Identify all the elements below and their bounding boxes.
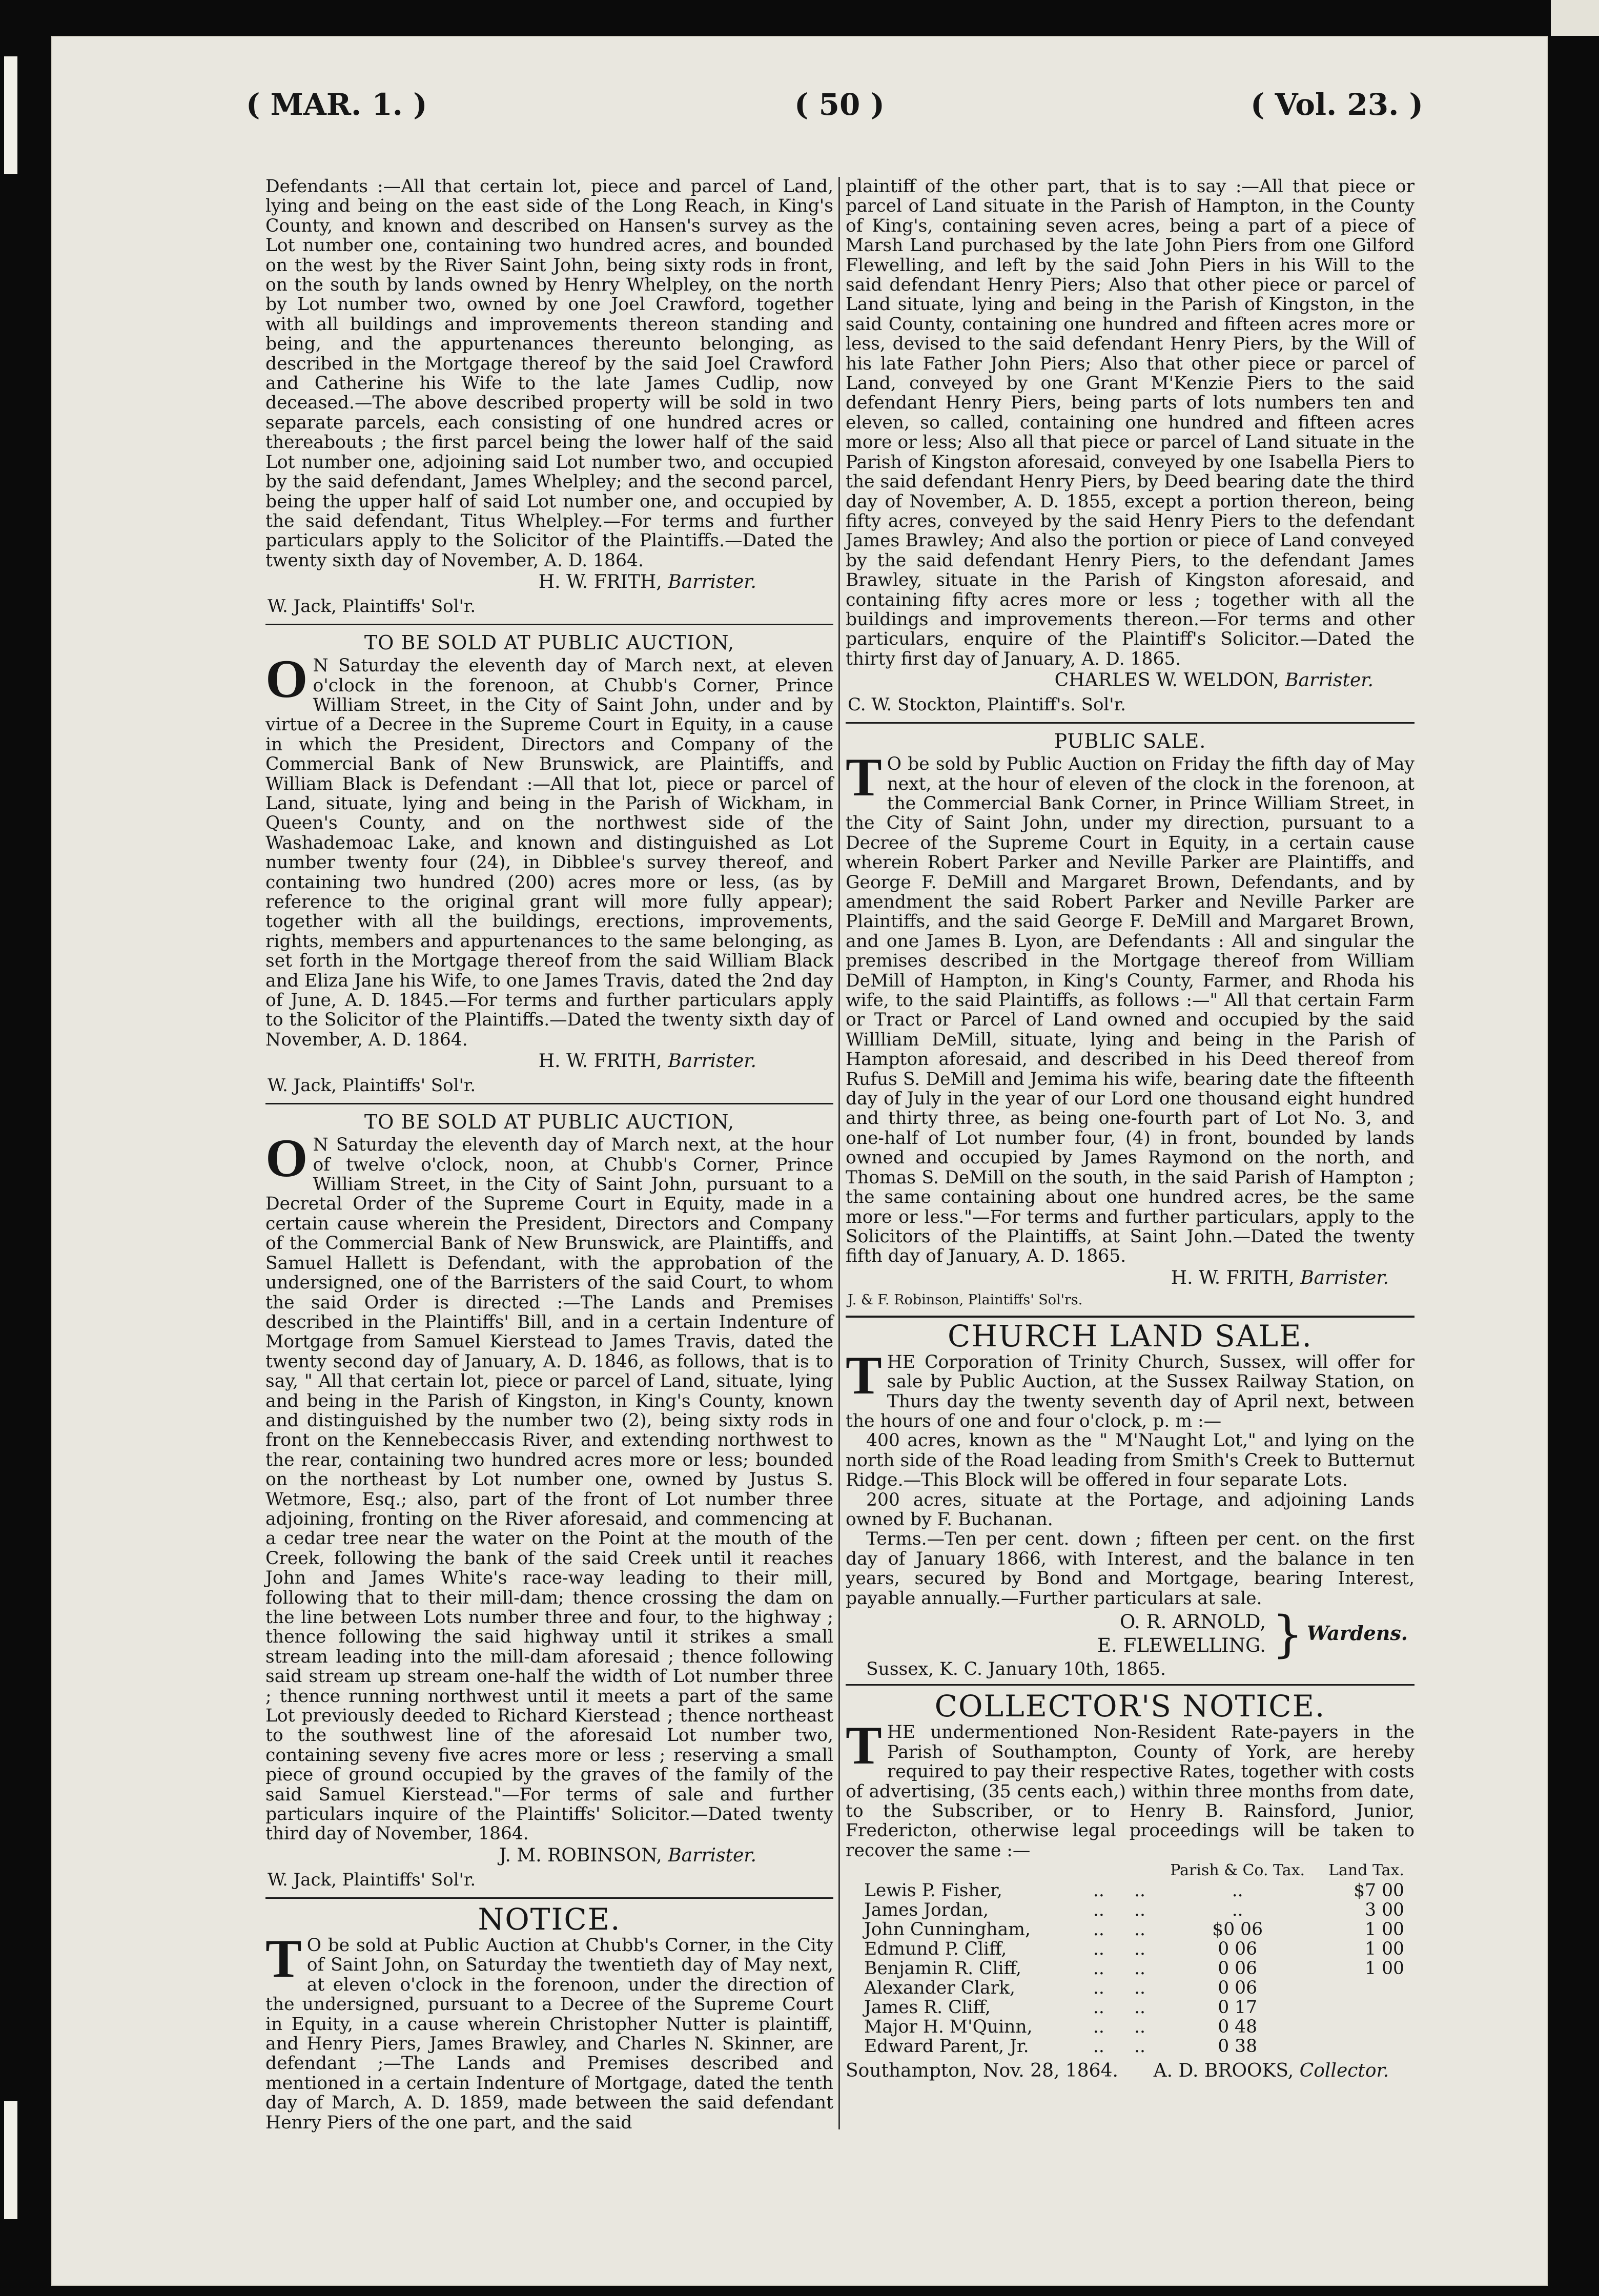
barrister-title: Barrister. [1285, 670, 1373, 691]
notice-auction-hallett [265, 1109, 833, 1892]
warden-name: O. R. ARNOLD, [1119, 1611, 1266, 1633]
dot-leader: .. [1134, 1978, 1145, 1999]
parish-tax-value: .. [1232, 1900, 1243, 1921]
parish-tax-value: 0 17 [1218, 1997, 1258, 2018]
barrister-name: H. W. FRITH, [538, 571, 662, 593]
land-tax-value: 1 00 [1365, 1939, 1404, 1960]
parish-tax-value: 0 06 [1218, 1958, 1258, 1979]
land-tax-value [1315, 1978, 1414, 1998]
taxpayer-name: Lewis P. Fisher, [864, 1880, 1002, 1901]
signature [265, 570, 833, 594]
notice-body: HE Corporation of Trinity Church, Sussex, will offer for sale by Public Auction, at the Sussex Railway Station, on Thurs day the twenty seventh day of April next, between the hours of one and four o'clock, p. m :— [846, 1351, 1414, 1431]
barrister-title: Barrister. [668, 571, 756, 593]
place-date: Southampton, Nov. 28, 1864. [846, 2060, 1118, 2082]
barrister-name: H. W. FRITH, [538, 1051, 662, 1072]
signature [265, 1844, 833, 1868]
table-row [846, 1959, 1414, 1978]
drop-cap: T [846, 1345, 882, 1405]
dot-leader: .. [1093, 1958, 1104, 1979]
taxpayer-name: Benjamin R. Cliff, [864, 1958, 1021, 1979]
divider [265, 624, 833, 625]
table-row [846, 2037, 1414, 2056]
notice-auction-black [265, 629, 833, 1098]
notice-body: O be sold by Public Auction on Friday the fifth day of May next, at the hour of eleven of the clock in the forenoon, at the Commercial Bank Corner, in Prince William Street, in the City of Saint John, under my direction, pursuant to a Decree of the Supreme Court in Equity, in a certain cause wherein Robert Parker and Neville Parker are Plaintiffs, and George F. DeMill and Margaret Brown, Defendants, and by amendment the said Robert Parker and Neville Parker are Plaintiffs, and the said George F. DeMill and Margaret Brown, and one James B. Lyon, are Defendants : All and singular the premises described in the Mortgage thereof from William DeMill of Hampton, in King's County, Farmer, and Rhoda his wife, to the said Plaintiffs, as follows :—" All that certain Farm or Tract or Parcel of Land owned and occupied by the said Willliam DeMill, situate, lying and being in the Parish of Hampton aforesaid, and described in his Deed thereof from Rufus S. DeMill and Jemima his wife, bearing date the fifteenth day of July in the year of our Lord one thousand eight hundred and thirty three, as being one-fourth part of Lot No. 3, and one-half of Lot number four, (4) in front, bounded by lands owned and occupied by James Raymond on the north, and Thomas S. DeMill on the south, in the said Parish of Hampton ; the same containing about one hundred acres, be the same more or less."—For terms and further particulars, apply to the Solicitors of the Plaintiffs, at Saint John.—Dated the twenty fifth day of January, A. D. 1865. [846, 754, 1414, 1267]
barrister-title: Barrister. [668, 1844, 756, 1866]
dot-leader: .. [1134, 1900, 1145, 1921]
wardens-signature [846, 1606, 1414, 1663]
dot-leader: .. [1093, 1900, 1104, 1921]
dot-leader: .. [1134, 1919, 1145, 1940]
taxpayer-name: Major H. M'Quinn, [864, 2017, 1033, 2038]
column-header-parish-tax: Parish & Co. Tax. [1170, 1861, 1305, 1880]
taxpayer-name: John Cunningham, [864, 1919, 1031, 1940]
dot-leader: .. [1093, 1880, 1104, 1901]
wardens-label: Wardens. [1307, 1622, 1408, 1645]
paper-clip-left-top [4, 56, 17, 174]
notice-collector [846, 1690, 1414, 2083]
notice-title: NOTICE. [478, 1901, 621, 1937]
taxpayer-name: Edmund P. Cliff, [864, 1939, 1007, 1960]
table-row [846, 1939, 1414, 1959]
notice-frith-whelpley [265, 177, 833, 619]
notice-paragraph: Terms.—Ten per cent. down ; fifteen per cent. on the first day of January 1866, with Interest, and the balance in ten years, secured by Bond and Mortgage, bearing Interest, payable annually.—Further particulars at sale. [846, 1529, 1414, 1609]
table-row [846, 1920, 1414, 1939]
taxpayer-name: James R. Cliff, [864, 1997, 991, 2018]
dot-leader: .. [1134, 2036, 1145, 2057]
notice-title: TO BE SOLD AT PUBLIC AUCTION, [364, 1111, 735, 1134]
barrister-title: Barrister. [668, 1051, 756, 1072]
header-volume: ( Vol. 23. ) [1250, 87, 1423, 122]
parish-tax-value: 0 06 [1218, 1978, 1258, 1999]
taxpayer-name: James Jordan, [864, 1900, 989, 1921]
notice-body: O be sold at Public Auction at Chubb's Corner, in the City of Saint John, on Saturday the twentieth day of May next, at eleven o'clock in the forenoon, under the direction of the undersigned, pursuant to a Decree of the Supreme Court in Equity, in a cause wherein Christopher Nutter is plaintiff, and Henry Piers, James Brawley, and Charles N. Skinner, are defendant ;—The Lands and Premises described and mentioned in a certain Indenture of Mortgage, dated the tenth day of March, A. D. 1859, made between the said defendant Henry Piers of the one part, and the said [265, 1935, 833, 2133]
land-tax-value: 1 00 [1365, 1958, 1404, 1979]
parish-tax-value: 0 38 [1218, 2036, 1258, 2057]
notice-title: COLLECTOR'S NOTICE. [934, 1689, 1326, 1724]
divider [265, 1897, 833, 1899]
notice-church-land-sale [846, 1320, 1414, 1679]
table-row [846, 1881, 1414, 1900]
paper-clip-left-bottom [4, 2101, 17, 2219]
dot-leader: .. [1093, 2036, 1104, 2057]
land-tax-value [1315, 2017, 1414, 2037]
drop-cap: O [265, 1128, 308, 1188]
warden-name: E. FLEWELLING. [1097, 1634, 1266, 1656]
table-row [846, 1978, 1414, 1998]
land-tax-value: $7 00 [1354, 1880, 1404, 1901]
table-header-row [846, 1860, 1414, 1881]
drop-cap: T [846, 1715, 882, 1776]
land-tax-value: 3 00 [1365, 1900, 1404, 1921]
parish-tax-value: 0 48 [1218, 2017, 1258, 2038]
left-column [265, 177, 833, 2133]
dot-leader: .. [1093, 1978, 1104, 1999]
solicitor-line: W. Jack, Plaintiffs' Sol'r. [268, 596, 476, 617]
notice-title: CHURCH LAND SALE. [948, 1318, 1313, 1354]
land-tax-value: 1 00 [1365, 1919, 1404, 1940]
drop-cap: T [265, 1928, 302, 1988]
signature [265, 1050, 833, 1073]
barrister-title: Barrister. [1300, 1267, 1389, 1288]
dot-leader: .. [1093, 1997, 1104, 2018]
notice-title: TO BE SOLD AT PUBLIC AUCTION, [364, 631, 735, 654]
signature [846, 2059, 1414, 2083]
solicitor-line: J. & F. Robinson, Plaintiffs' Sol'rs. [848, 1292, 1083, 1308]
dot-leader: .. [1093, 2017, 1104, 2038]
taxpayer-name: Alexander Clark, [864, 1978, 1015, 1999]
solicitor-line: W. Jack, Plaintiffs' Sol'r. [268, 1075, 476, 1096]
signature [846, 1266, 1414, 1290]
table-row [846, 1998, 1414, 2017]
drop-cap: T [846, 747, 882, 808]
notice-title: PUBLIC SALE. [1054, 730, 1206, 753]
dot-leader: .. [1093, 1919, 1104, 1940]
parish-tax-value: 0 06 [1218, 1939, 1258, 1960]
notice-paragraph: 200 acres, situate at the Portage, and adjoining Lands owned by F. Buchanan. [846, 1489, 1414, 1530]
dot-leader: .. [1134, 1997, 1145, 2018]
header-date: ( MAR. 1. ) [246, 87, 427, 122]
dot-leader: .. [1093, 1939, 1104, 1960]
barrister-name: H. W. FRITH, [1171, 1267, 1295, 1288]
taxpayer-name: Edward Parent, Jr. [864, 2036, 1029, 2057]
tax-table [846, 1860, 1414, 2056]
land-tax-value [1315, 1998, 1414, 2017]
dot-leader: .. [1134, 2017, 1145, 2038]
right-column [846, 177, 1414, 2083]
collector-title: Collector. [1299, 2060, 1389, 2082]
notice-body: N Saturday the eleventh day of March next, at eleven o'clock in the forenoon, at Chubb's Corner, Prince William Street, in the City of Saint John, under and by virtue of a Decree in the Supreme Court in Equity, in a cause in which the President, Directors and Company of the Commercial Bank of New Brunswick, are Plaintiffs, and William Black is Defendant :—All that lot, piece or parcel of Land, situate, lying and being in the Parish of Wickham, in Queen's County, and on the northwest side of the Washademoac Lake, and known and distinguished as Lot number twenty four (24), in Dibblee's survey thereof, and containing two hundred (200) acres more or less, (as by reference to the original grant will more fully appear); together with all the buildings, erections, improvements, rights, members and appurtenances to the same belonging, as set forth in the Mortgage thereof from the said William Black and Eliza Jane his Wife, to one James Travis, dated the 2nd day of June, A. D. 1845.—For terms and further particulars apply to the Solicitor of the Plaintiffs.—Dated the twenty sixth day of November, A. D. 1864. [265, 655, 833, 1050]
divider [846, 1316, 1414, 1318]
notice-nutter-piers [265, 1903, 833, 2133]
signature [846, 669, 1414, 692]
notice-body: N Saturday the eleventh day of March next, at the hour of twelve o'clock, noon, at Chubb's Corner, Prince William Street, in the City of Saint John, pursuant to a Decretal Order of the Supreme Court in Equity, made in a certain cause wherein the President, Directors and Company of the Commercial Bank of New Brunswick, are Plaintiffs, and Samuel Hallett is Defendant, with the approbation of the undersigned, one of the Barristers of the said Court, to whom the said Order is directed :—The Lands and Premises described in the Plaintiffs' Bill, and in a certain Indenture of Mortgage from Samuel Kierstead to James Travis, dated the twenty second day of January, A. D. 1846, as follows, that is to say, " All that certain lot, piece or parcel of Land, situate, lying and being in the Parish of Kingston, in King's County, known and distinguished by the number two (2), being sixty rods in front on the Kennebeccasis River, and extending northwest to the rear, containing two hundred acres more or less; bounded on the northeast by Lot number one, owned by Justus S. Wetmore, Esq.; also, part of the front of Lot number three adjoining, fronting on the River aforesaid, and commencing at a cedar tree near the water on the Point at the mouth of the Creek, following the bank of the said Creek until it reaches John and James White's race-way leading to their mill, following that to their mill-dam; thence crossing the dam on the line between Lots number three and four, to the highway ; thence following the said highway until it strikes a small stream leading into the mill-dam aforesaid ; thence following said stream up stream one-half the width of Lot number three ; thence running northwest until it meets a part of the same Lot previously deeded to Richard Kierstead ; thence northeast to the southwest line of the aforesaid Lot number two, containing seveny five acres more or less ; reserving a small piece of ground occupied by the graves of the family of the said Samuel Kierstead."—For terms of sale and further particulars inquire of the Plaintiffs' Solicitor.—Dated twenty third day of November, 1864. [265, 1135, 833, 1844]
notice-nutter-piers-continued [846, 177, 1414, 717]
header-page-number: ( 50 ) [794, 87, 885, 122]
notice-body: plaintiff of the other part, that is to say :—All that piece or parcel of Land situate in the Parish of Hampton, in the County of King's, containing seven acres, being a part of a piece of Marsh Land purchased by the late John Piers from one Gilford Flewelling, and left by the said John Piers in his Will to the said defendant Henry Piers; Also that other piece or parcel of Land situate, lying and being in the Parish of Kingston, in the said County, containing one hundred and fifteen acres more or less, devised to the said defendant Henry Piers, by the Will of his late Father John Piers; Also that other piece or parcel of Land, conveyed by one Grant M'Kenzie Piers to the said defendant Henry Piers, being parts of lots numbers ten and eleven, so called, containing one hundred and fifteen acres more or less; Also all that piece or parcel of Land situate in the Parish of Kingston aforesaid, conveyed by one Isabella Piers to the said defendant Henry Piers, by Deed bearing date the third day of November, A. D. 1855, except a portion thereon, being fifty acres, conveyed by the said Henry Piers to the defendant James Brawley; And also the portion or piece of Land conveyed by the said defendant Henry Piers, to the defendant James Brawley, situate in the Parish of Kingston aforesaid, and containing fifty acres more or less ; together with all the buildings and improvements thereon.—For terms and other particulars, enquire of the Plaintiff's Solicitor.—Dated the thirty first day of January, A. D. 1865. [846, 176, 1414, 669]
parish-tax-value: $0 06 [1212, 1919, 1263, 1940]
notice-body: Defendants :—All that certain lot, piece and parcel of Land, lying and being on the east side of the Long Reach, in King's County, and known and described on Hansen's survey as the Lot number one, containing two hundred acres, and bounded on the west by the River Saint John, being sixty rods in front, on the south by lands owned by Henry Whelpley, on the north by Lot number two, owned by one Joel Crawford, together with all buildings and improvements thereon standing and being, and the appurtenances thereunto belonging, as described in the Mortgage thereof by the said Joel Crawford and Catherine his Wife to the late James Cudlip, now deceased.—The above described property will be sold in two separate parcels, each consisting of one hundred acres or thereabouts ; the first parcel being the lower half of the said Lot number one, adjoining said Lot number two, and occupied by the said defendant, James Whelpley; and the second parcel, being the upper half of said Lot number one, and occupied by the said defendant, Titus Whelpley.—For terms and further particulars apply to the Solicitor of the Plaintiffs.—Dated the twenty sixth day of November, A. D. 1864. [265, 176, 833, 571]
column-header-land-tax: Land Tax. [1328, 1861, 1404, 1880]
dot-leader: .. [1134, 1939, 1145, 1960]
solicitor-line: W. Jack, Plaintiffs' Sol'r. [268, 1869, 476, 1890]
parish-tax-value: .. [1232, 1880, 1243, 1901]
land-tax-value [1315, 2037, 1414, 2056]
drop-cap: O [265, 649, 308, 709]
divider [846, 1684, 1414, 1686]
place-date: Sussex, K. C. January 10th, 1865. [866, 1659, 1166, 1679]
dot-leader: .. [1134, 1958, 1145, 1979]
barrister-name: CHARLES W. WELDON, [1054, 670, 1279, 691]
paper-edge-top-right [1551, 0, 1599, 36]
column-divider [838, 177, 840, 2129]
collector-name: A. D. BROOKS, [1153, 2060, 1294, 2082]
barrister-name: J. M. ROBINSON, [499, 1844, 662, 1866]
notice-body: HE undermentioned Non-Resident Rate-payers in the Parish of Southampton, County of York, are hereby required to pay their respective Rates, together with costs of advertising, (35 cents each,) within three months from date, to the Subscriber, or to Henry B. Rainsford, Junior, Fredericton, otherwise legal proceedings will be taken to recover the same :— [846, 1722, 1414, 1861]
table-row [846, 2017, 1414, 2037]
notice-public-sale [846, 728, 1414, 1310]
divider [846, 722, 1414, 724]
brace-glyph: } [1272, 1606, 1304, 1663]
divider [265, 1103, 833, 1104]
notice-paragraph: 400 acres, known as the " M'Naught Lot," and lying on the north side of the Road leading from Smith's Creek to Butternut Ridge.—This Block will be offered in four separate Lots. [846, 1430, 1414, 1491]
solicitor-line: C. W. Stockton, Plaintiff's. Sol'r. [848, 694, 1126, 715]
table-row [846, 1900, 1414, 1920]
dot-leader: .. [1134, 1880, 1145, 1901]
